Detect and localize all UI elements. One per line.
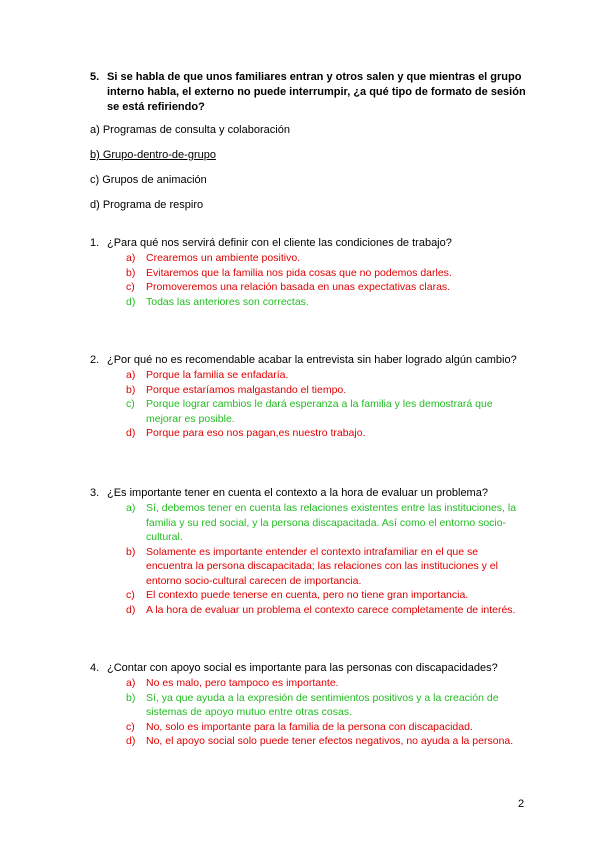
page-number: 2: [518, 798, 525, 810]
option-3a: a) Sí, debemos tener en cuenta las relaciones existentes entre las instituciones, la familia y su red social, y la persona discapacitada. Así como el entorno socio-cultural.: [126, 502, 517, 543]
question-text: Si se habla de que unos familiares entran y otros salen y que mientras el grupo interno habla, el externo no puede interrumpir, ¿a qué tipo de formato de sesión se está refiriendo?: [107, 71, 526, 113]
question-text: ¿Es importante tener en cuenta el contexto a la hora de evaluar un problema?: [107, 487, 488, 499]
question-number: 4.: [90, 662, 100, 674]
question-number: 5.: [90, 71, 100, 83]
question-number: 1.: [90, 237, 100, 249]
option-4a: a) No es malo, pero tampoco es importante.: [126, 677, 339, 689]
question-3: [90, 486, 530, 500]
option-1a: a) Crearemos un ambiente positivo.: [126, 252, 301, 264]
option-4b: b) Sí, ya que ayuda a la expresión de sentimientos positivos y a la creación de sistemas de apoyo mutuo entre otras cosas.: [126, 691, 499, 718]
options-list-2: [126, 368, 526, 441]
options-list-1: [126, 251, 526, 309]
option-1b: b) Evitaremos que la familia nos pida cosas que no podemos darles.: [126, 266, 452, 279]
question-text: ¿Para qué nos servirá definir con el cliente las condiciones de trabajo?: [107, 237, 452, 249]
question-number: 3.: [90, 487, 100, 499]
option-1d: d) Todas las anteriores son correctas.: [126, 295, 309, 308]
question-2: [90, 353, 530, 367]
question-5: [90, 70, 530, 115]
option-4d: d) No, el apoyo social solo puede tener efectos negativos, no ayuda a la persona.: [126, 735, 514, 747]
option-1c: c) Promoveremos una relación basada en unas expectativas claras.: [126, 281, 451, 293]
question-text: ¿Contar con apoyo social es importante para las personas con discapacidades?: [107, 662, 498, 674]
option-5b: b) Grupo-dentro-de-grupo: [90, 149, 216, 161]
question-number: 2.: [90, 354, 100, 366]
option-5a: a) Programas de consulta y colaboración: [90, 124, 290, 136]
option-5d: d) Programa de respiro: [90, 199, 204, 211]
option-2b: b) Porque estaríamos malgastando el tiempo.: [126, 383, 347, 396]
options-list-4: [126, 676, 526, 749]
options-list-3: [126, 501, 526, 617]
question-4: [90, 661, 530, 675]
option-2a: a) Porque la familia se enfadaría.: [126, 369, 289, 381]
option-2c: c) Porque lograr cambios le dará esperanza a la familia y les demostrará que mejorar es posible.: [126, 398, 493, 425]
option-5c: c) Grupos de animación: [90, 174, 207, 186]
option-3d: d) A la hora de evaluar un problema el contexto carece completamente de interés.: [126, 603, 516, 616]
option-2d: d) Porque para eso nos pagan,es nuestro trabajo.: [126, 427, 366, 439]
option-3b: b) Solamente es importante entender el contexto intrafamiliar en el que se encuentra la persona discapacitada; las relaciones con las instituciones y el entorno socio-cultural carecen de importancia.: [126, 545, 498, 587]
question-1: [90, 236, 530, 250]
option-4c: c) No, solo es importante para la familia de la persona con discapacidad.: [126, 720, 473, 733]
option-3c: c) El contexto puede tenerse en cuenta, pero no tiene gran importancia.: [126, 589, 469, 601]
question-text: ¿Por qué no es recomendable acabar la entrevista sin haber logrado algún cambio?: [107, 354, 517, 366]
